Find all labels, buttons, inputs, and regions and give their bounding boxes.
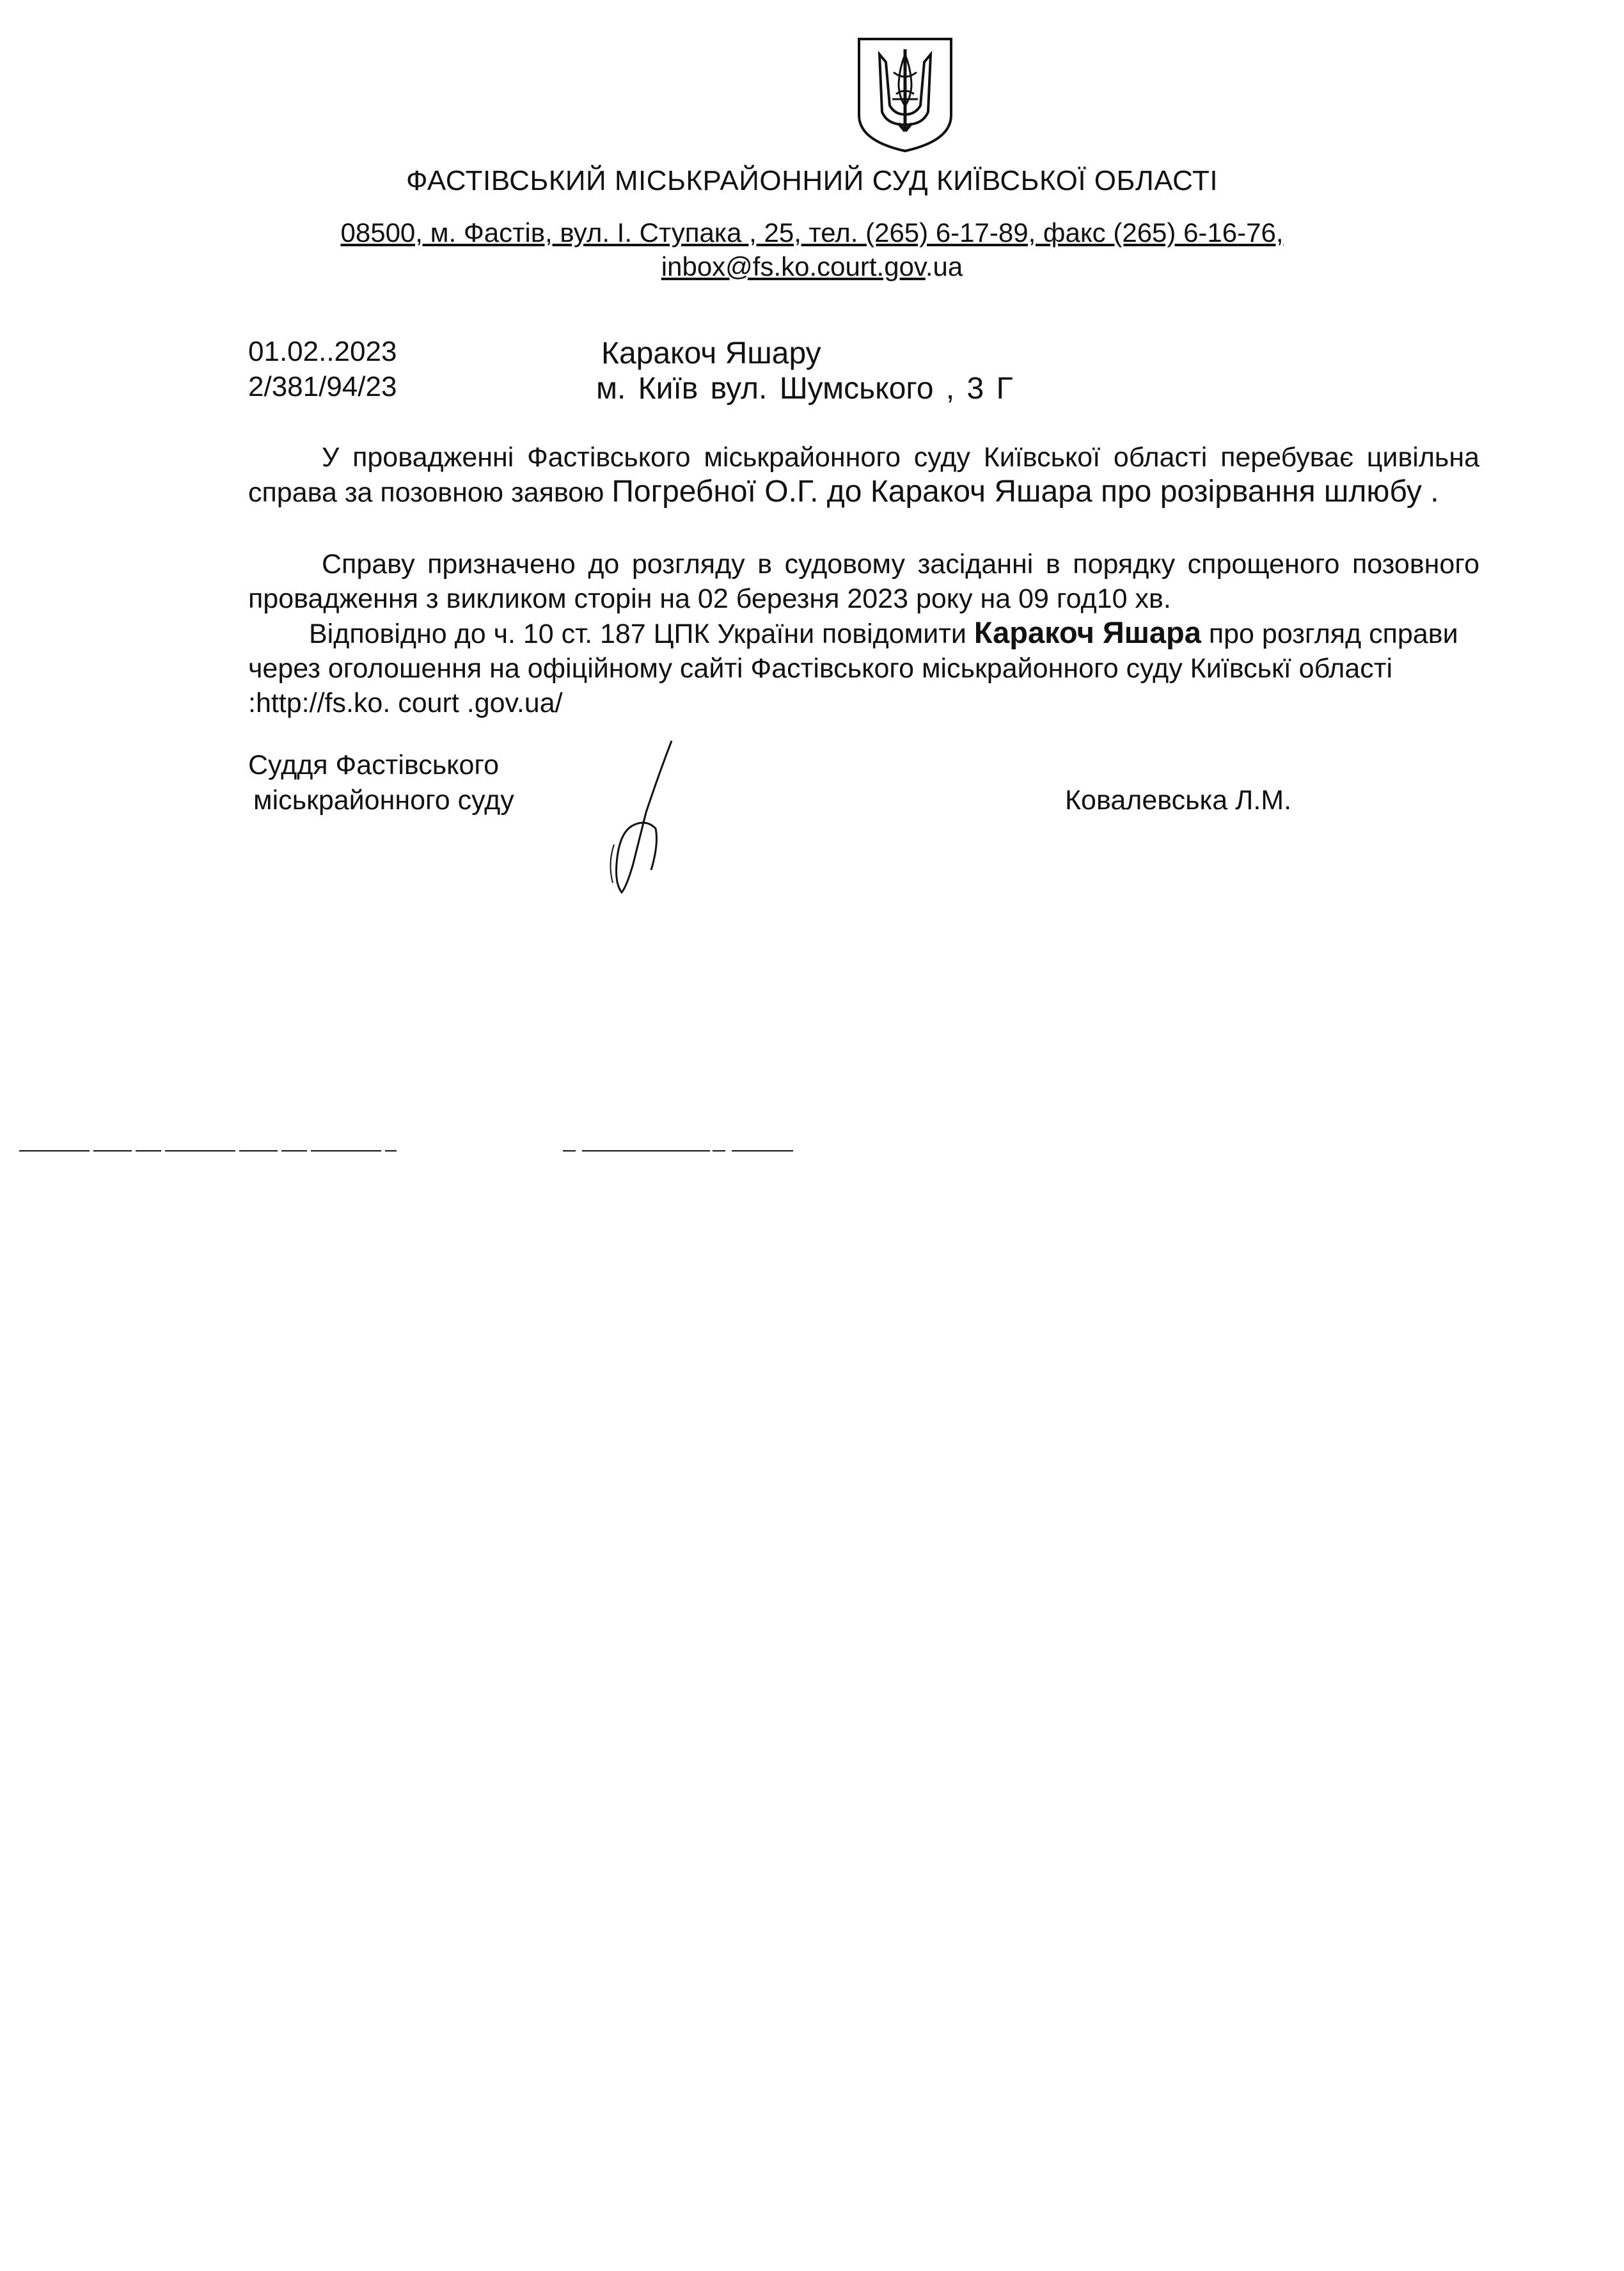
judge-name: Ковалевська Л.М. xyxy=(1065,785,1292,816)
coat-of-arms-trident-icon xyxy=(854,35,956,154)
paragraph-hearing xyxy=(248,547,1479,616)
letter-date: 01.02..2023 xyxy=(248,336,397,367)
judge-title-line1: Суддя Фастівського xyxy=(248,750,500,780)
court-email-underlined: inbox@fs.ko.court.gov xyxy=(661,251,926,281)
court-address: 08500, м. Фастів, вул. І. Ступака , 25, тел. (265) 6-17-89, факс (265) 6-16-76, xyxy=(340,218,1284,248)
letter-reference: 2/381/94/23 xyxy=(248,371,397,402)
paragraph-notice-text-a: Відповідно до ч. 10 ст. 187 ЦПК України повідомити xyxy=(309,619,966,649)
court-email-tail: .ua xyxy=(925,251,963,281)
paragraph-notice xyxy=(248,615,1479,720)
paragraph-case-text-a: У провадженні Фастівського міськрайонного суду Київської області перебуває цивільна справа за позовною заявою xyxy=(248,442,1479,508)
paragraph-notice-text-b: про розгляд справи через оголошення на офіційному сайті Фастівського міськрайонного суду Київськї області :http://fs.ko. court .gov.ua/ xyxy=(248,619,1458,718)
cut-line-divider xyxy=(0,1148,806,1153)
recipient-address: м. Київ вул. Шумського , 3 Г xyxy=(596,372,1013,406)
paragraph-case-text-b: Погребної О.Г. до Каракоч Яшара про розірвання шлюбу . xyxy=(611,475,1439,509)
court-title: ФАСТІВСЬКИЙ МІСЬКРАЙОННИЙ СУД КИЇВСЬКОЇ ОБЛАСТІ xyxy=(406,165,1218,196)
paragraph-case xyxy=(248,440,1479,510)
handwritten-signature xyxy=(595,736,691,902)
paragraph-hearing-text: Справу призначено до розгляду в судовому засіданні в порядку спрощеного позовного провадження з викликом сторін на 02 березня 2023 року на 09 год10 хв. xyxy=(248,549,1479,614)
court-email xyxy=(0,251,1624,282)
paragraph-notice-defendant: Каракоч Яшара xyxy=(974,615,1201,649)
recipient-name: Каракоч Яшару xyxy=(601,336,821,370)
judge-title-line2: міськрайонного суду xyxy=(253,785,514,816)
